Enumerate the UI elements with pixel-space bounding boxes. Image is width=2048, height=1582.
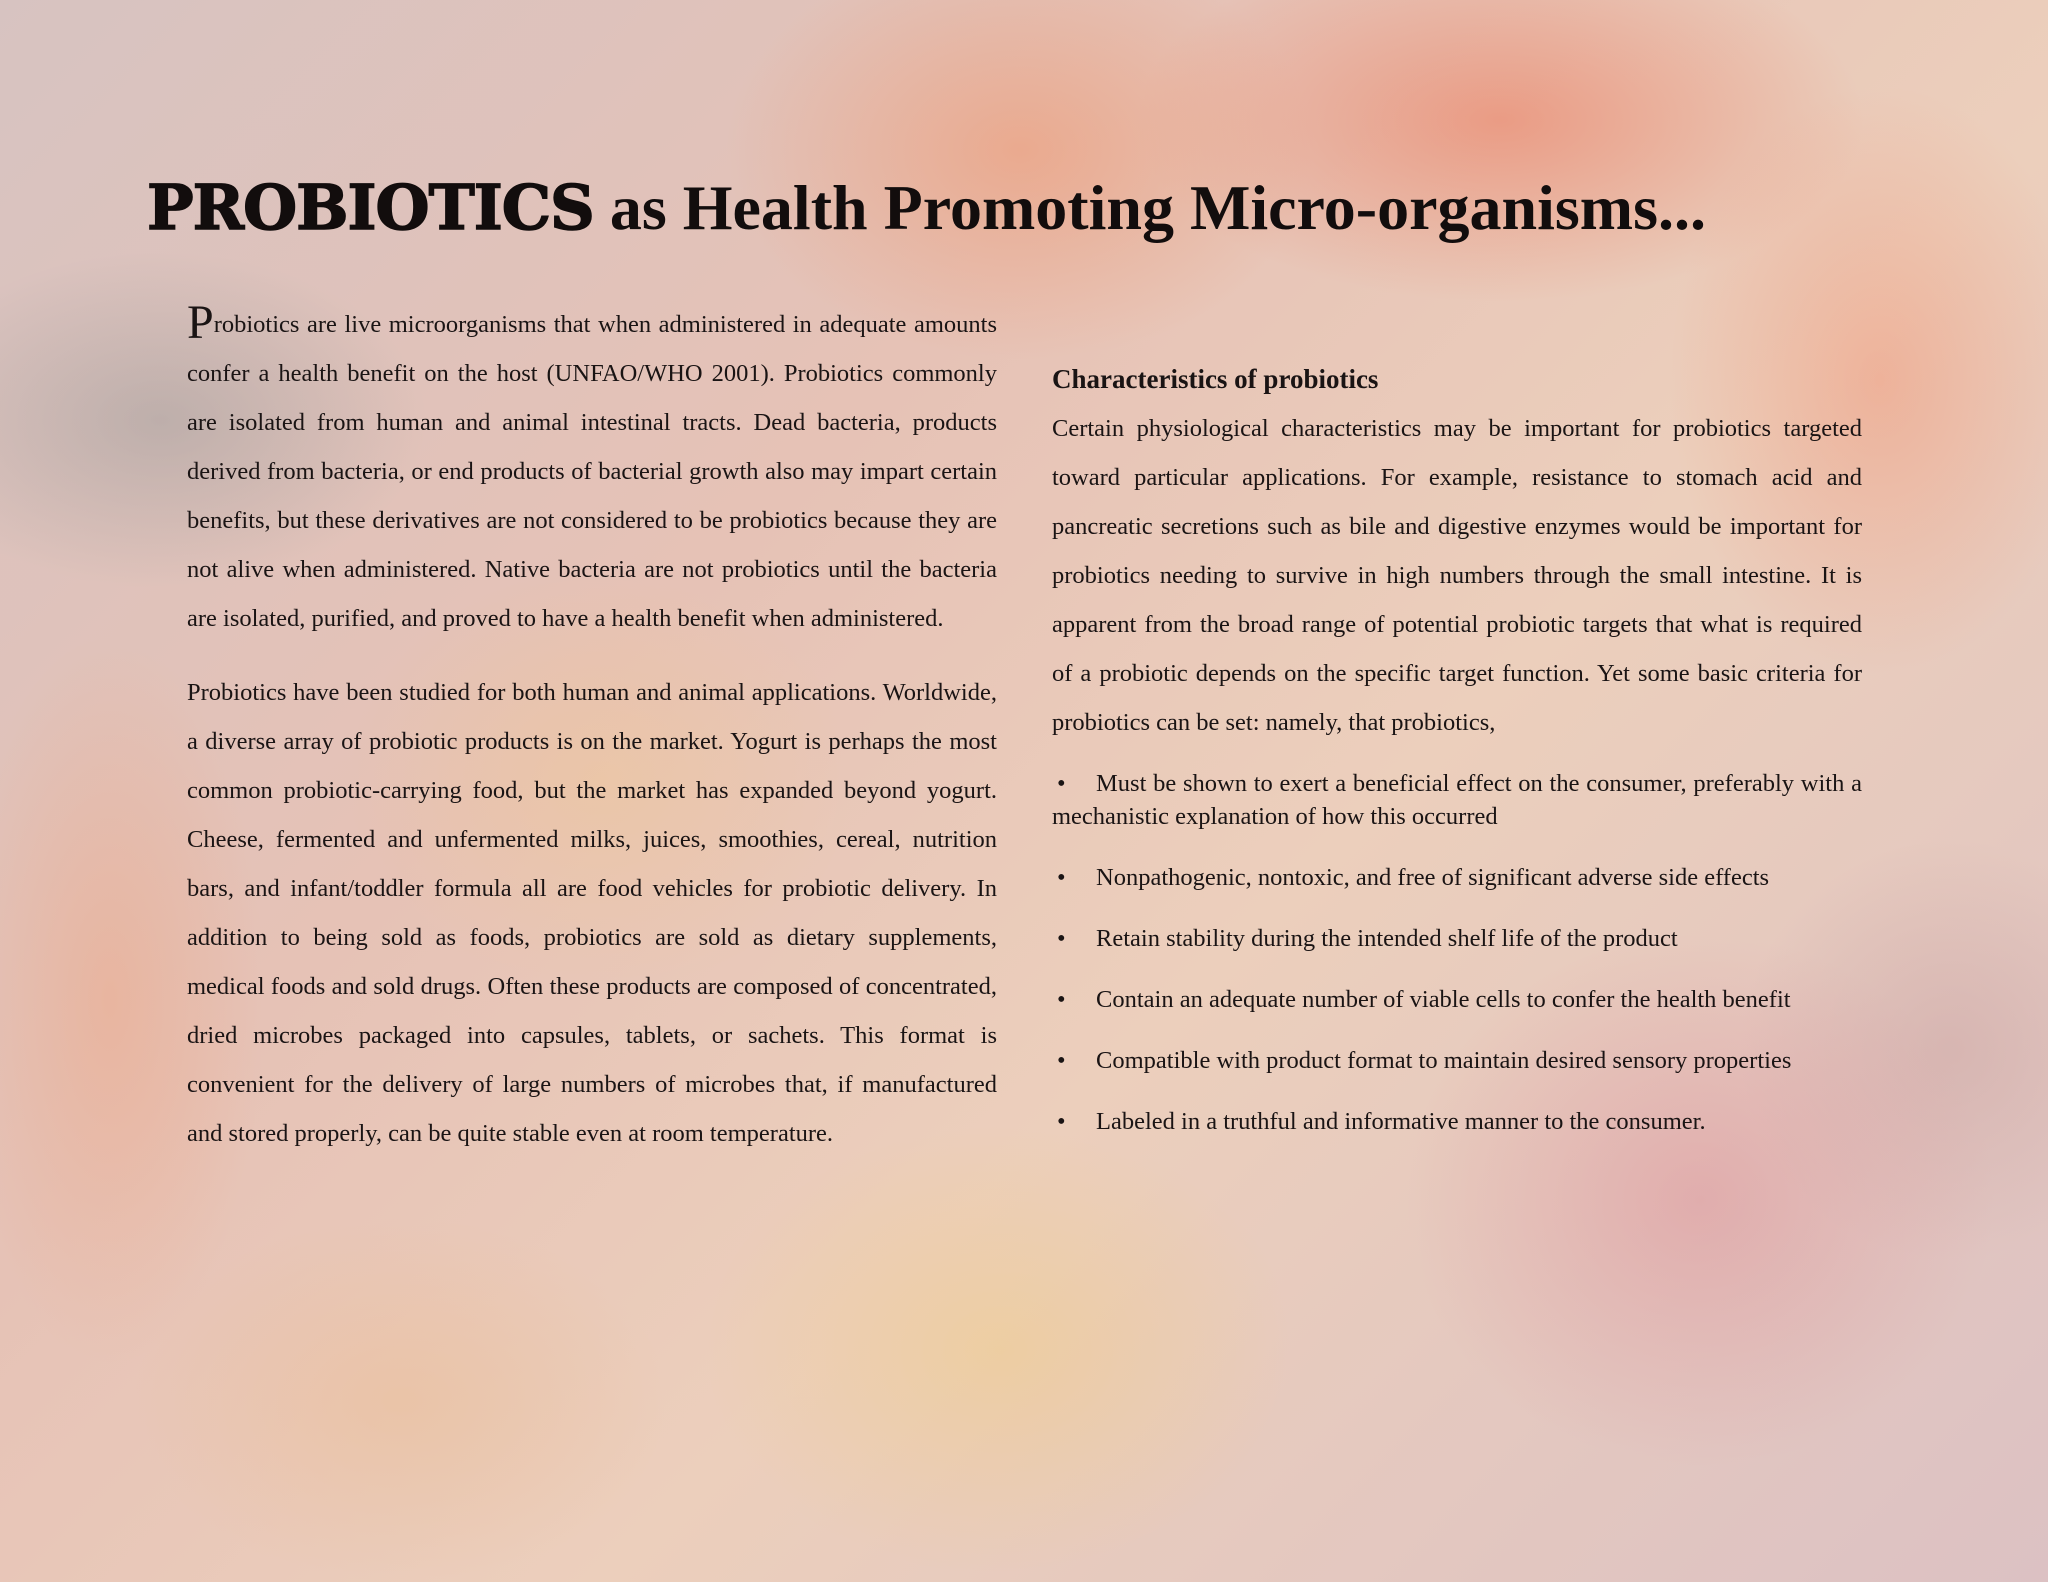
list-item — [1052, 1044, 1862, 1077]
list-item — [1052, 983, 1862, 1016]
characteristics-paragraph: Certain physiological characteristics may be important for probiotics targeted toward particular applications. For example, resistance to stomach acid and pancreatic secretions such as bile and digestive enzymes would be important for probiotics needing to survive in high numbers through the small intestine. It is apparent from the broad range of potential probiotic targets that what is required of a probiotic depends on the specific target function. Yet some basic criteria for probiotics can be set: namely, that probiotics, — [1052, 415, 1862, 736]
list-item-text: Labeled in a truthful and informative manner to the consumer. — [1096, 1108, 1706, 1135]
intro-paragraph-text: robiotics are live microorganisms that when administered in adequate amounts confer a health benefit on the host (UNFAO/WHO 2001). Probiotics commonly are isolated from human and animal intestinal tracts. Dead bacteria, products derived from bacteria, or end products of bacterial growth also may impart certain benefits, but these derivatives are not considered to be probiotics because they are not alive when administered. Native bacteria are not probiotics until the bacteria are isolated, purified, and proved to have a health benefit when administered. — [187, 311, 997, 632]
list-item-text: Must be shown to exert a beneficial effect on the consumer, preferably with a mechanistic explanation of how this occurred — [1052, 770, 1862, 830]
left-column — [187, 296, 997, 1158]
list-item-text: Compatible with product format to maintain desired sensory properties — [1096, 1047, 1792, 1074]
section-heading: Characteristics of probiotics — [1052, 364, 1379, 394]
bullet-icon: • — [1057, 1047, 1066, 1074]
bullet-icon: • — [1057, 925, 1066, 952]
applications-paragraph: Probiotics have been studied for both human and animal applications. Worldwide, a diverse array of probiotic products is on the market. Yogurt is perhaps the most common probiotic-carrying food, but the market has expanded beyond yogurt. Cheese, fermented and unfermented milks, juices, smoothies, cereal, nutrition bars, and infant/toddler formula all are food vehicles for probiotic delivery. In addition to being sold as foods, probiotics are sold as dietary supplements, medical foods and sold drugs. Often these products are composed of concentrated, dried microbes packaged into capsules, tablets, or sachets. This format is convenient for the delivery of large numbers of microbes that, if manufactured and stored properly, can be quite stable even at room temperature. — [187, 679, 997, 1147]
list-item — [1052, 922, 1862, 955]
criteria-list — [1052, 767, 1862, 1138]
bullet-icon: • — [1057, 1108, 1066, 1135]
list-item — [1052, 861, 1862, 894]
bullet-icon: • — [1057, 864, 1066, 891]
right-column — [1052, 355, 1862, 1166]
list-item-text: Contain an adequate number of viable cells to confer the health benefit — [1096, 986, 1791, 1013]
intro-paragraph — [187, 296, 997, 643]
bullet-icon: • — [1057, 770, 1066, 797]
list-item-text: Nonpathogenic, nontoxic, and free of significant adverse side effects — [1096, 864, 1770, 891]
title-rest: as Health Promoting Micro-organisms... — [593, 172, 1707, 243]
title-accent: PROBIOTICS — [147, 171, 594, 244]
list-item — [1052, 767, 1862, 833]
drop-cap: P — [187, 296, 214, 349]
list-item — [1052, 1105, 1862, 1138]
list-item-text: Retain stability during the intended shelf life of the product — [1096, 925, 1678, 952]
page-title — [147, 171, 1707, 244]
bullet-icon: • — [1057, 986, 1066, 1013]
